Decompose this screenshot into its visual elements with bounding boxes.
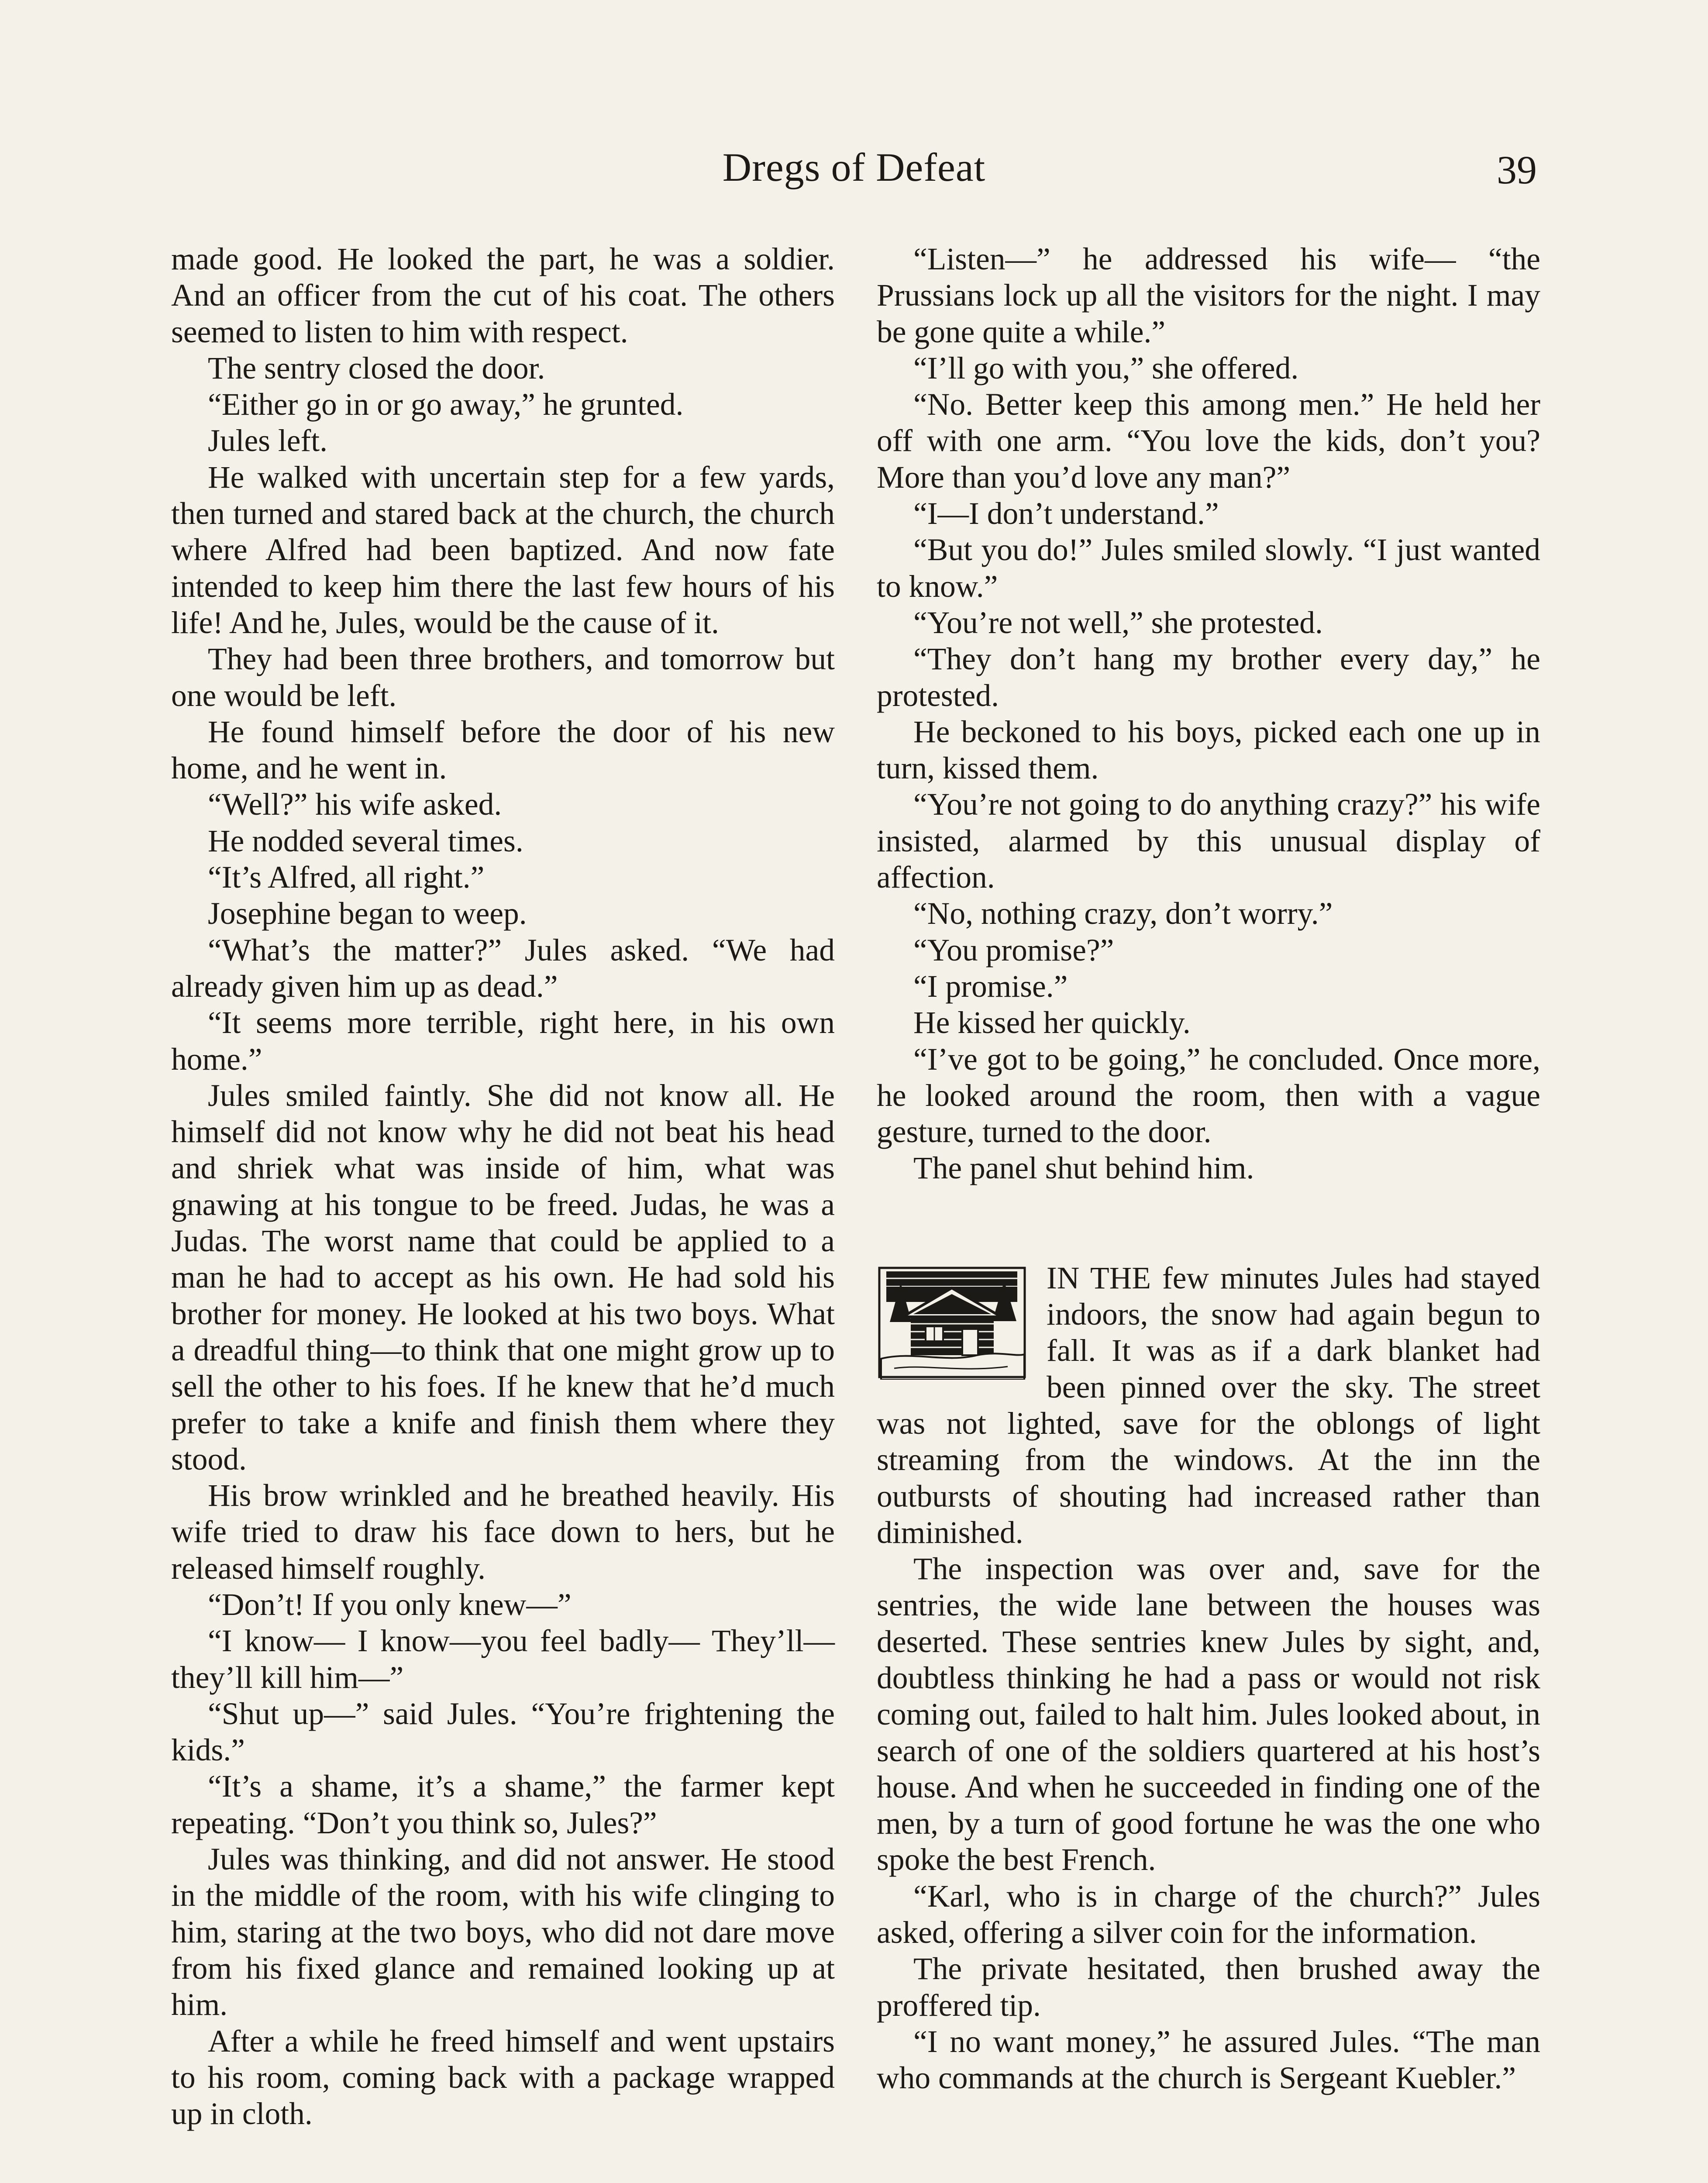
- paragraph: “Listen—” he addressed his wife— “the Prussians lock up all the visitors for the night. I may be gone quite a while.”: [877, 242, 1540, 349]
- paragraph: “I’ll go with you,” she offered.: [913, 351, 1299, 386]
- paragraph: He found himself before the door of his new home, and he went in.: [171, 714, 835, 786]
- paragraph: “They don’t hang my brother every day,” he protested.: [877, 642, 1540, 713]
- paragraph: He nodded several times.: [208, 823, 523, 858]
- paragraph: “Either go in or go away,” he grunted.: [208, 387, 684, 422]
- paragraph: Jules was thinking, and did not answer. He stood in the middle of the room, with his wife clinging to him, staring at the two boys, who did not dare move from his fixed glance and remained looking up at him.: [171, 1842, 835, 2022]
- paragraph: He kissed her quickly.: [913, 1005, 1191, 1040]
- paragraph: The inspection was over and, save for the sentries, the wide lane between the houses was deserted. These sentries knew Jules by sight, and, doubtless thinking he had a pass or would not risk coming out, failed to halt him. Jules looked about, in search of one of the soldiers quartered at his host’s house. And when he succeeded in finding one of the men, by a turn of good fortune he was the one who spoke the best French.: [877, 1552, 1540, 1877]
- paragraph: “I—I don’t understand.”: [913, 496, 1219, 531]
- paragraph: “No. Better keep this among men.” He held her off with one arm. “You love the kids, don’t you? More than you’d love any man?”: [877, 387, 1540, 495]
- paragraph: “You’re not going to do anything crazy?” his wife insisted, alarmed by this unusual display of affection.: [877, 787, 1540, 895]
- paragraph: Jules left.: [208, 424, 328, 458]
- section-lead-paragraph: IN THE few minutes Jules had stayed indoors, the snow had again begun to fall. It was as if a dark blanket had been pinned over the sky. The street was not lighted, save for the oblongs of light streaming from the windows. At the inn the outbursts of shouting had increased rather than diminished.: [877, 1260, 1540, 1550]
- left-column: [171, 241, 835, 2132]
- paragraph: “It’s Alfred, all right.”: [208, 860, 485, 895]
- paragraph: His brow wrinkled and he breathed heavily. His wife tried to draw his face down to hers, but he released himself roughly.: [171, 1478, 835, 1586]
- page-number: 39: [1497, 148, 1537, 192]
- section-break: [877, 1187, 1540, 1260]
- paragraph: The panel shut behind him.: [913, 1151, 1254, 1186]
- paragraph: Jules smiled faintly. She did not know all. He himself did not know why he did not beat his head and shriek what was inside of him, what was gnawing at his tongue to be freed. Judas, he was a Judas. The worst name that could be applied to a man he had to accept as his own. He had sold his brother for money. He looked at his two boys. What a dreadful thing—to think that one might grow up to sell the other to his foes. If he knew that he’d much prefer to take a knife and finish them where they stood.: [171, 1078, 835, 1477]
- right-column: [877, 241, 1540, 2097]
- paragraph: He walked with uncertain step for a few yards, then turned and stared back at the church, the church where Alfred had been baptized. And now fate intended to keep him there the last few hours of his life! And he, Jules, would be the cause of it.: [171, 460, 835, 640]
- paragraph: “Well?” his wife asked.: [208, 787, 502, 822]
- paragraph: The private hesitated, then brushed away the proffered tip.: [877, 1952, 1540, 2023]
- paragraph: “You’re not well,” she protested.: [913, 605, 1323, 640]
- section-opening: [877, 1260, 1540, 1551]
- paragraph: “Don’t! If you only knew—”: [208, 1587, 572, 1622]
- page-header: [0, 144, 1708, 205]
- paragraph: “Shut up—” said Jules. “You’re frightening the kids.”: [171, 1696, 835, 1768]
- paragraph: After a while he freed himself and went upstairs to his room, coming back with a package wrapped up in cloth.: [171, 2024, 835, 2131]
- paragraph: “I promise.”: [913, 969, 1068, 1004]
- paragraph: “I’ve got to be going,” he concluded. Once more, he looked around the room, then with a vague gesture, turned to the door.: [877, 1042, 1540, 1150]
- paragraph: “Karl, who is in charge of the church?” Jules asked, offering a silver coin for the information.: [877, 1879, 1540, 1950]
- paragraph: “It’s a shame, it’s a shame,” the farmer kept repeating. “Don’t you think so, Jules?”: [171, 1769, 835, 1840]
- paragraph: “I know— I know—you feel badly— They’ll—they’ll kill him—”: [171, 1624, 835, 1695]
- paragraph: He beckoned to his boys, picked each one up in turn, kissed them.: [877, 714, 1540, 786]
- paragraph: “What’s the matter?” Jules asked. “We had already given him up as dead.”: [171, 933, 835, 1004]
- paragraph: “You promise?”: [913, 933, 1114, 968]
- paragraph: “No, nothing crazy, don’t worry.”: [913, 896, 1333, 931]
- paragraph: made good. He looked the part, he was a soldier. And an officer from the cut of his coat. The others seemed to listen to him with respect.: [171, 242, 835, 349]
- paragraph: “I no want money,” he assured Jules. “The man who commands at the church is Sergeant Kuebler.”: [877, 2024, 1540, 2096]
- paragraph: They had been three brothers, and tomorrow but one would be left.: [171, 642, 835, 713]
- paragraph: “It seems more terrible, right here, in his own home.”: [171, 1005, 835, 1077]
- paragraph: The sentry closed the door.: [208, 351, 545, 386]
- snowy-cabin-vignette-icon: [877, 1265, 1027, 1380]
- running-title: Dregs of Defeat: [722, 145, 986, 189]
- paragraph: Josephine began to weep.: [208, 896, 527, 931]
- paragraph: “But you do!” Jules smiled slowly. “I just wanted to know.”: [877, 533, 1540, 604]
